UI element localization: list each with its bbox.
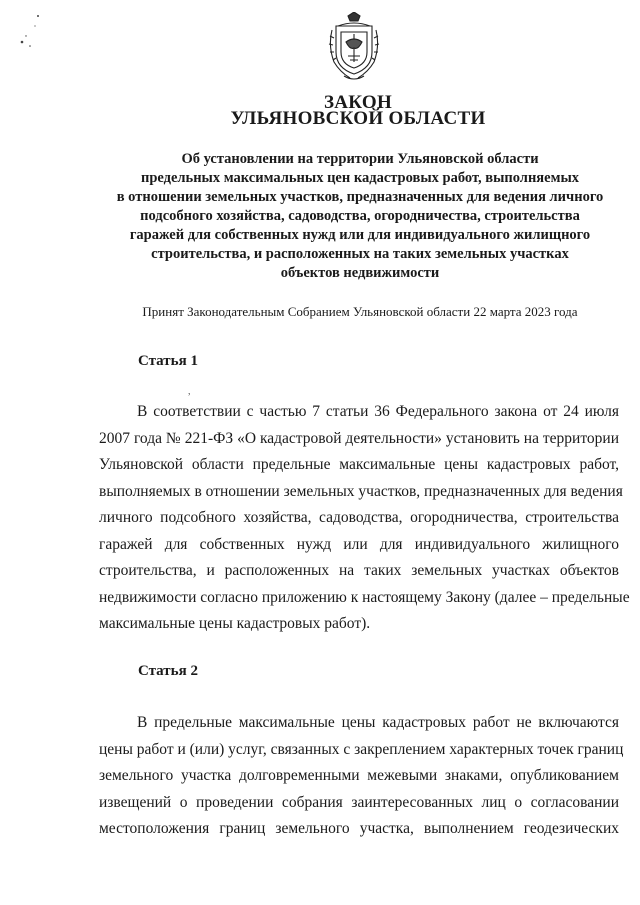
paragraph-line: цены работ и (или) услуг, связанных с закреплением характерных точек границ [99,740,624,758]
scan-mark: , [188,386,191,397]
subject-line: гаражей для собственных нужд или для индивидуального жилищного [129,227,591,243]
law-title: ЗАКОН [323,92,393,113]
subject-line: подсобного хозяйства, садоводства, огородничества, строительства [140,208,580,224]
paragraph-line: В соответствии с частью 7 статьи 36 Федерального закона от 24 июля [137,403,619,420]
paragraph-line: извещений о проведении собрания заинтересованных лиц о согласовании [99,793,619,811]
subject-line: в отношении земельных участков, предназначенных для ведения личного [116,189,604,205]
coat-of-arms-icon [328,12,380,82]
subject-line: предельных максимальных цен кадастровых работ, выполняемых [140,170,580,186]
scan-specks [8,8,68,68]
paragraph-line: максимальные цены кадастровых работ). [99,615,371,632]
paragraph-line: В предельные максимальные цены кадастровых работ не включаются [137,714,619,731]
paragraph-line: Ульяновской области предельные максимальные цены кадастровых работ, [99,456,619,473]
article-1-text [99,399,630,638]
law-subject [90,150,630,283]
paragraph-line: 2007 года № 221-ФЗ «О кадастровой деятельности» установить на территории [99,429,619,447]
subject-line: объектов недвижимости [280,265,440,281]
law-region-title: УЛЬЯНОВСКОЙ ОБЛАСТИ [230,108,486,129]
paragraph-line: гаражей для собственных нужд или для индивидуального жилищного [99,535,619,553]
paragraph-line: выполняемых в отношении земельных участков, предназначенных для ведения [99,482,623,500]
paragraph-line: местоположения границ земельного участка, выполнением геодезических [99,820,619,837]
subject-line: строительства, и расположенных на таких земельных участках [151,246,569,262]
paragraph-line: строительства, и расположенных на таких земельных участках объектов [99,562,619,579]
paragraph-line: недвижимости согласно приложению к настоящему Закону (далее – предельные [99,588,630,606]
paragraph-line: личного подсобного хозяйства, садоводства, огородничества, строительства [99,509,619,526]
adoption-note: Принят Законодательным Собранием Ульяновской области 22 марта 2023 года [142,304,578,319]
subject-line: Об установлении на территории Ульяновской области [181,151,539,167]
article-2-text [99,710,624,843]
paragraph-line: земельного участка долговременными межевыми знаками, опубликованием [99,767,619,784]
article-2-heading: Статья 2 [138,663,198,679]
article-1-heading: Статья 1 [138,353,198,369]
